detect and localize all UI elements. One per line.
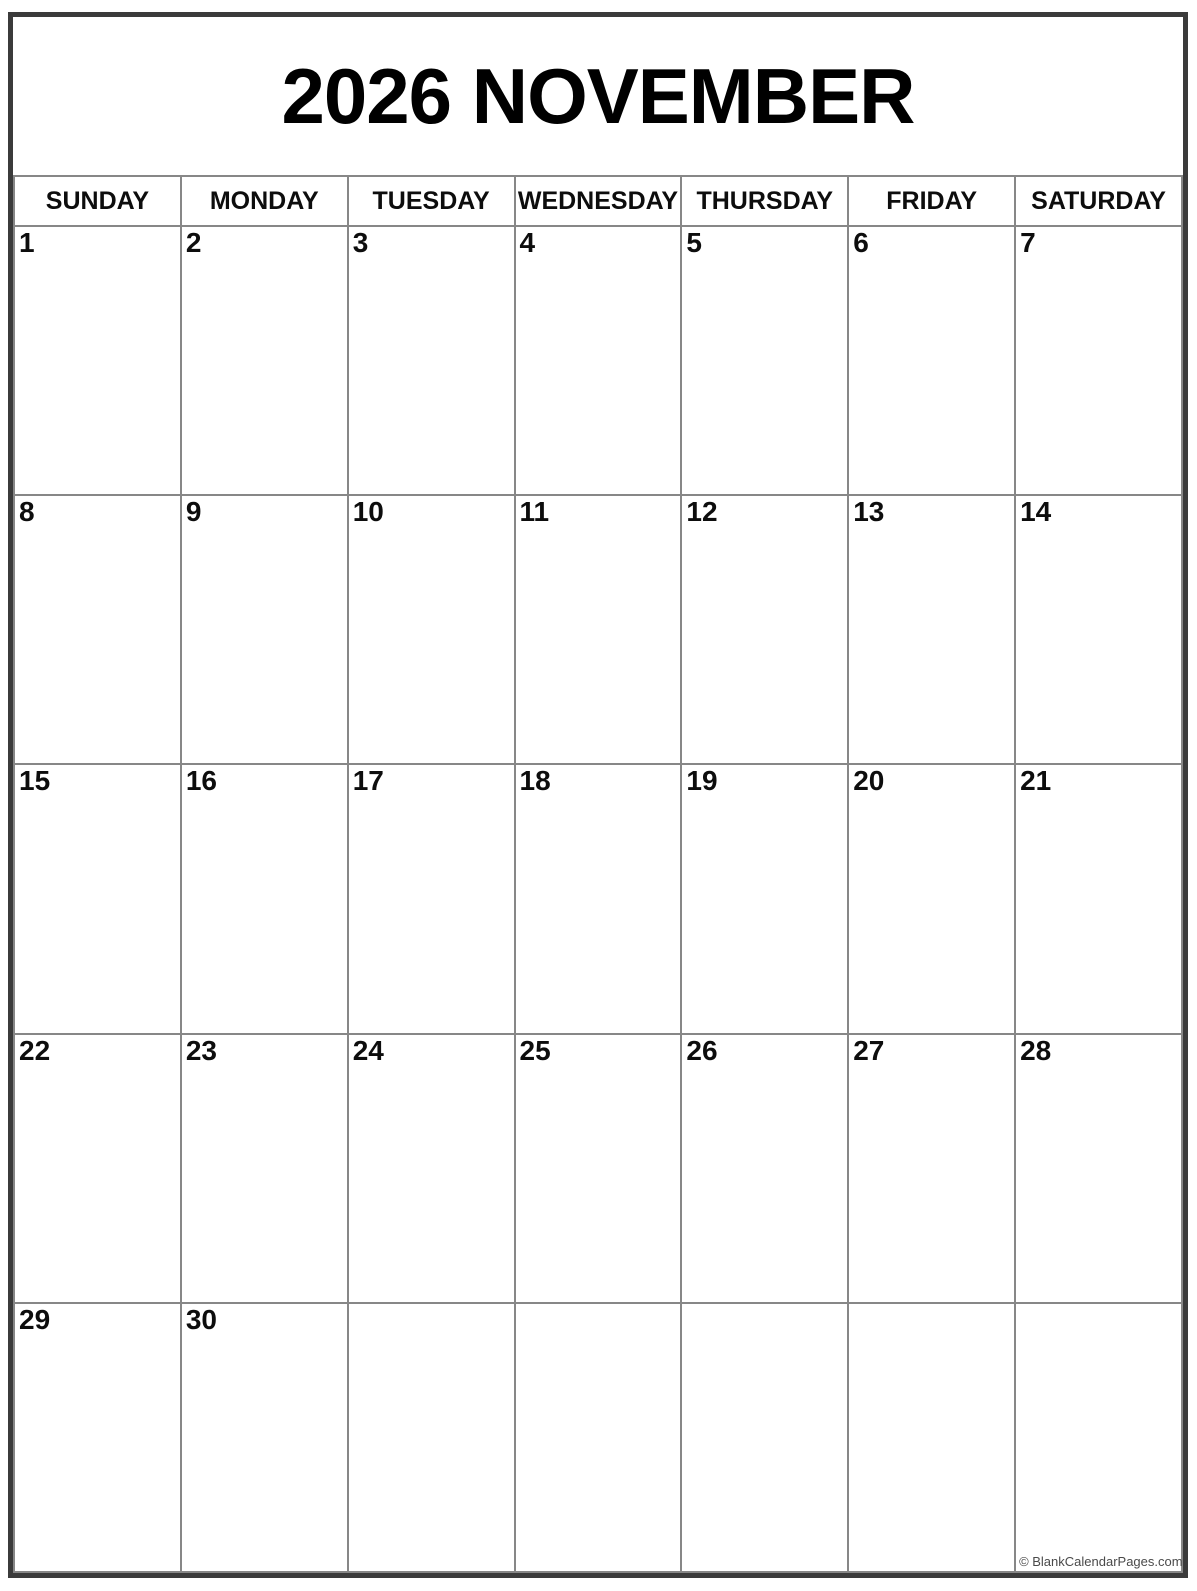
day-number: 26	[686, 1034, 718, 1066]
day-cell-nov-10	[348, 495, 515, 764]
day-number: 2	[185, 227, 202, 258]
day-cell-nov-3	[348, 226, 515, 495]
day-cell-nov-22	[14, 1034, 181, 1303]
weekday-header-monday: MONDAY	[181, 176, 348, 226]
day-cell-nov-2	[181, 226, 348, 495]
day-number: 22	[19, 1034, 51, 1066]
day-cell-nov-18	[515, 764, 682, 1033]
day-number: 12	[686, 496, 718, 528]
day-number: 16	[185, 765, 217, 797]
weekday-header-friday: FRIDAY	[848, 176, 1015, 226]
day-number: 5	[686, 227, 702, 258]
day-cell-nov-30	[181, 1303, 348, 1572]
day-cell-nov-27	[848, 1034, 1015, 1303]
day-number: 14	[1020, 496, 1052, 528]
day-number: 24	[352, 1034, 384, 1066]
weekday-header-thursday: THURSDAY	[681, 176, 848, 226]
day-cell-nov-24	[348, 1034, 515, 1303]
calendar-title: 2026 NOVEMBER	[281, 51, 915, 140]
week-row-1	[14, 226, 1182, 495]
day-number: 21	[1020, 765, 1052, 797]
day-cell-nov-9	[181, 495, 348, 764]
weekday-header-tuesday: TUESDAY	[348, 176, 515, 226]
day-number: 23	[185, 1034, 217, 1066]
day-cell-nov-23	[181, 1034, 348, 1303]
day-number: 13	[853, 496, 885, 528]
day-cell-empty	[681, 1303, 848, 1572]
watermark-text: © BlankCalendarPages.com	[1019, 1554, 1183, 1569]
day-cell-nov-17	[348, 764, 515, 1033]
day-cell-nov-20	[848, 764, 1015, 1033]
day-number: 11	[519, 496, 550, 528]
title-block	[13, 17, 1183, 175]
weekday-header-row	[14, 176, 1182, 226]
weekday-header-wednesday: WEDNESDAY	[515, 176, 682, 226]
calendar-grid	[13, 175, 1183, 1573]
week-row-3	[14, 764, 1182, 1033]
day-number: 30	[185, 1303, 217, 1335]
day-number: 3	[352, 227, 369, 258]
day-cell-nov-14	[1015, 495, 1182, 764]
day-number: 27	[853, 1034, 885, 1066]
day-cell-nov-8	[14, 495, 181, 764]
day-cell-nov-16	[181, 764, 348, 1033]
day-number: 6	[853, 227, 869, 258]
day-cell-nov-28	[1015, 1034, 1182, 1303]
day-number: 17	[352, 765, 384, 797]
day-cell-nov-29	[14, 1303, 181, 1572]
calendar-frame	[8, 12, 1188, 1578]
week-row-4	[14, 1034, 1182, 1303]
day-number: 29	[19, 1303, 51, 1335]
weekday-header-sunday: SUNDAY	[14, 176, 181, 226]
day-number: 19	[686, 765, 718, 797]
day-cell-nov-11	[515, 495, 682, 764]
day-cell-empty	[1015, 1303, 1182, 1572]
day-number: 28	[1020, 1034, 1052, 1066]
day-number: 25	[519, 1034, 551, 1066]
day-number: 10	[352, 496, 384, 528]
day-number: 15	[19, 765, 51, 797]
day-number: 20	[853, 765, 885, 797]
day-cell-nov-25	[515, 1034, 682, 1303]
week-row-5	[14, 1303, 1182, 1572]
day-cell-nov-21	[1015, 764, 1182, 1033]
week-row-2	[14, 495, 1182, 764]
weekday-header-saturday: SATURDAY	[1015, 176, 1182, 226]
day-number: 1	[19, 227, 35, 258]
day-cell-empty	[515, 1303, 682, 1572]
day-cell-nov-13	[848, 495, 1015, 764]
day-cell-nov-1	[14, 226, 181, 495]
day-cell-nov-12	[681, 495, 848, 764]
day-cell-nov-5	[681, 226, 848, 495]
day-number: 9	[185, 496, 202, 528]
day-cell-nov-7	[1015, 226, 1182, 495]
day-cell-nov-15	[14, 764, 181, 1033]
day-number: 8	[19, 496, 35, 528]
day-cell-empty	[848, 1303, 1015, 1572]
day-number: 18	[519, 765, 551, 797]
day-cell-nov-4	[515, 226, 682, 495]
day-cell-empty	[348, 1303, 515, 1572]
day-cell-nov-26	[681, 1034, 848, 1303]
day-number: 4	[519, 227, 536, 258]
day-cell-nov-19	[681, 764, 848, 1033]
day-cell-nov-6	[848, 226, 1015, 495]
day-number: 7	[1020, 227, 1036, 258]
